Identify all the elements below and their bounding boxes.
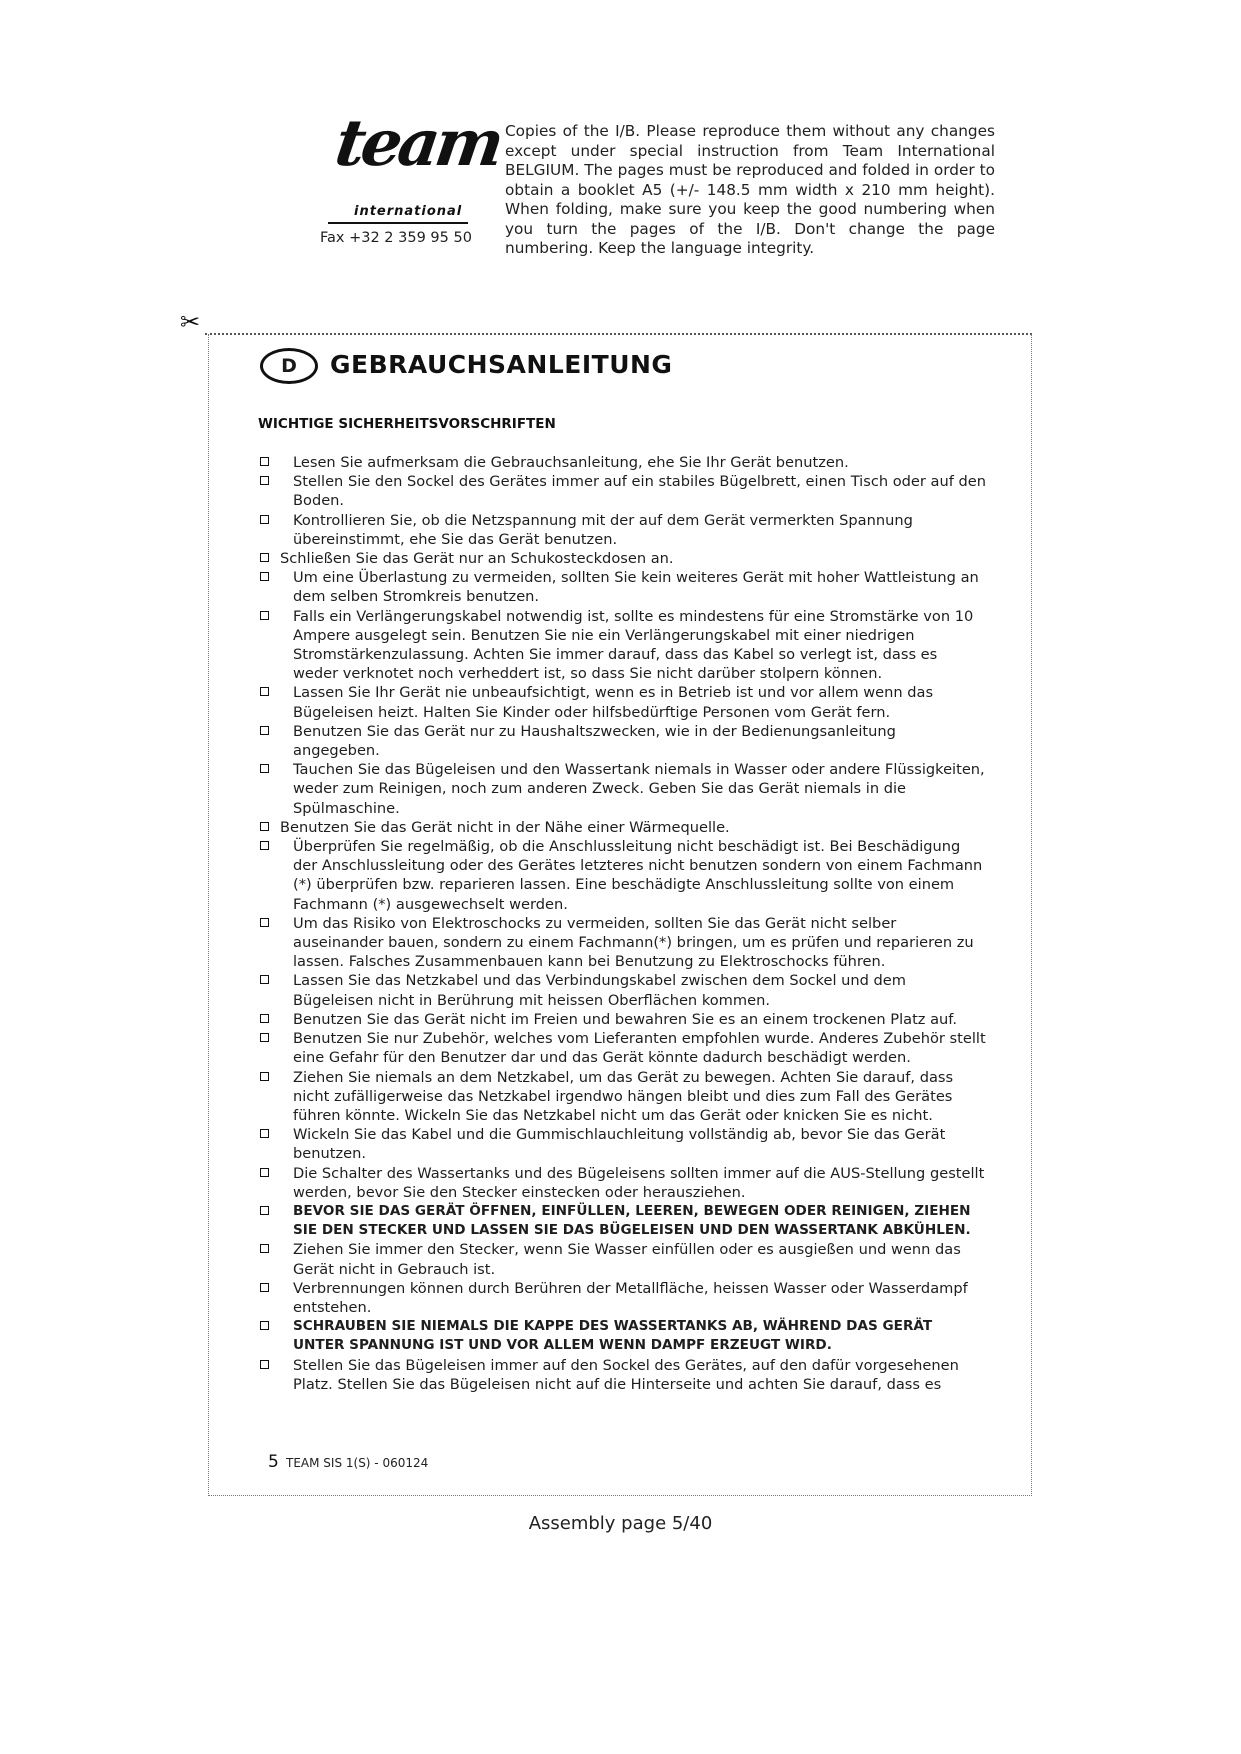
page-number: 5 xyxy=(268,1452,279,1472)
list-item xyxy=(258,1068,986,1126)
list-item-text: Kontrollieren Sie, ob die Netzspannung mit der auf dem Gerät vermerkten Spannung übereinstimmt, ehe Sie das Gerät benutzen. xyxy=(293,511,913,548)
checkbox-icon xyxy=(260,457,269,466)
list-item xyxy=(258,1356,986,1394)
list-item-text: Benutzen Sie das Gerät nur zu Haushaltszwecken, wie in der Bedienungsanleitung angegeben. xyxy=(293,722,896,760)
logo-subtitle: international xyxy=(354,204,463,219)
list-item xyxy=(258,1125,986,1163)
language-badge: D xyxy=(260,348,318,384)
list-item xyxy=(258,472,986,510)
checkbox-icon xyxy=(260,764,269,773)
list-item xyxy=(258,1317,986,1355)
checkbox-icon xyxy=(260,611,269,620)
list-item xyxy=(258,914,986,972)
list-item xyxy=(258,760,986,818)
list-item xyxy=(258,722,986,760)
list-item-text: Benutzen Sie das Gerät nicht in der Nähe einer Wärmequelle. xyxy=(280,818,730,836)
list-item xyxy=(258,549,986,568)
list-item-text: Die Schalter des Wassertanks und des Bügeleisens sollten immer auf die AUS-Stellung gestellt werden, bevor Sie den Stecker einstecken oder herausziehen. xyxy=(293,1164,985,1201)
list-item xyxy=(258,683,986,721)
model-code: TEAM SIS 1(S) - 060124 xyxy=(286,1456,429,1470)
fax-number: Fax +32 2 359 95 50 xyxy=(320,230,472,246)
checkbox-icon xyxy=(260,822,269,831)
checkbox-icon xyxy=(260,553,269,562)
list-item xyxy=(258,1029,986,1067)
scissors-icon: ✂ xyxy=(180,308,201,336)
list-item-text: Falls ein Verlängerungskabel notwendig ist, sollte es mindestens für eine Stromstärke von 10 Ampere ausgelegt sein. Benutzen Sie nie ein Verlängerungskabel mit einer niedrigen Stromstärkenzulassung. Achten Sie immer darauf, dass das Kabel so verlegt ist, dass es weder verknotet noch verheddert ist, so dass Sie nicht darüber stolpern können. xyxy=(293,607,974,683)
list-item-text: Benutzen Sie nur Zubehör, welches vom Lieferanten empfohlen wurde. Anderes Zubehör stellt eine Gefahr für den Benutzer dar und das Gerät könnte dadurch beschädigt werden. xyxy=(293,1030,986,1067)
checkbox-icon xyxy=(260,1168,269,1177)
list-item-text: Lesen Sie aufmerksam die Gebrauchsanleitung, ehe Sie Ihr Gerät benutzen. xyxy=(293,454,849,471)
logo-underline xyxy=(328,222,468,224)
list-item xyxy=(258,971,986,1009)
list-item-text: Benutzen Sie das Gerät nicht im Freien und bewahren Sie es an einem trockenen Platz auf. xyxy=(293,1010,957,1028)
list-item xyxy=(258,837,986,914)
list-item xyxy=(258,1164,986,1202)
list-item xyxy=(258,818,986,837)
checkbox-icon xyxy=(260,1283,269,1292)
team-logo xyxy=(318,106,505,224)
checkbox-icon xyxy=(260,1072,269,1081)
safety-list xyxy=(258,453,986,1394)
list-item xyxy=(258,1010,986,1029)
list-item xyxy=(258,453,986,472)
page-title: GEBRAUCHSANLEITUNG xyxy=(330,350,673,379)
checkbox-icon xyxy=(260,918,269,927)
list-item-text: Wickeln Sie das Kabel und die Gummischlauchleitung vollständig ab, bevor Sie das Gerät benutzen. xyxy=(293,1126,946,1163)
checkbox-icon xyxy=(260,1360,269,1369)
checkbox-icon xyxy=(260,726,269,735)
list-item xyxy=(258,511,986,549)
list-item xyxy=(258,568,986,606)
checkbox-icon xyxy=(260,687,269,696)
list-item-text: Stellen Sie das Bügeleisen immer auf den Sockel des Gerätes, auf den dafür vorgesehenen Platz. Stellen Sie das Bügeleisen nicht auf die Hinterseite und achten Sie darauf, dass es xyxy=(293,1356,959,1393)
list-item-text: Um das Risiko von Elektroschocks zu vermeiden, sollten Sie das Gerät nicht selber auseinander bauen, sondern zu einem Fachmann(*) bringen, um es prüfen und reparieren zu lassen. Falsches Zusammenbauen kann bei Benutzung zu Elektroschocks führen. xyxy=(293,914,974,971)
checkbox-icon xyxy=(260,476,269,485)
checkbox-icon xyxy=(260,572,269,581)
checkbox-icon xyxy=(260,1244,269,1253)
list-item-text: Ziehen Sie niemals an dem Netzkabel, um das Gerät zu bewegen. Achten Sie darauf, dass nicht zufälligerweise das Netzkabel irgendwo hängen bleibt und dies zum Fall des Gerätes führen könnte. Wickeln Sie das Netzkabel nicht um das Gerät oder knicken Sie es nicht. xyxy=(293,1068,954,1124)
section-heading: WICHTIGE SICHERHEITSVORSCHRIFTEN xyxy=(258,416,556,432)
list-item xyxy=(258,607,986,684)
list-item xyxy=(258,1279,986,1317)
assembly-page-label: Assembly page 5/40 xyxy=(528,1513,713,1534)
checkbox-icon xyxy=(260,1206,269,1215)
list-item-text: SCHRAUBEN SIE NIEMALS DIE KAPPE DES WASSERTANKS AB, WÄHREND DAS GERÄT UNTER SPANNUNG IST UND VOR ALLEM WENN DAMPF ERZEUGT WIRD. xyxy=(293,1318,933,1354)
checkbox-icon xyxy=(260,1033,269,1042)
list-item xyxy=(258,1240,986,1278)
list-item-text: Verbrennungen können durch Berühren der Metallfläche, heissen Wasser oder Wasserdampf entstehen. xyxy=(293,1279,968,1316)
list-item-text: Um eine Überlastung zu vermeiden, sollten Sie kein weiteres Gerät mit hoher Wattleistung an dem selben Stromkreis benutzen. xyxy=(293,569,979,606)
checkbox-icon xyxy=(260,515,269,524)
list-item-text: Ziehen Sie immer den Stecker, wenn Sie Wasser einfüllen oder es ausgießen und wenn das Gerät nicht in Gebrauch ist. xyxy=(293,1241,961,1278)
list-item-text: BEVOR SIE DAS GERÄT ÖFFNEN, EINFÜLLEN, LEEREN, BEWEGEN ODER REINIGEN, ZIEHEN SIE DEN STECKER UND LASSEN SIE DAS BÜGELEISEN UND DEN WASSERTANK ABKÜHLEN. xyxy=(293,1202,971,1239)
list-item-text: Schließen Sie das Gerät nur an Schukosteckdosen an. xyxy=(280,550,674,568)
checkbox-icon xyxy=(260,1129,269,1138)
logo-wordmark: team xyxy=(330,106,505,181)
list-item-text: Stellen Sie den Sockel des Gerätes immer auf ein stabiles Bügelbrett, einen Tisch oder auf den Boden. xyxy=(293,473,986,510)
checkbox-icon xyxy=(260,1014,269,1023)
checkbox-icon xyxy=(260,975,269,984)
list-item xyxy=(258,1202,986,1240)
reproduction-notice: Copies of the I/B. Please reproduce them without any changes except under special instruction from Team International BELGIUM. The pages must be reproduced and folded in order to obtain a booklet A5 (+/- 148.5 mm width x 210 mm height). When folding, make sure you keep the good numbering when you turn the pages of the I/B. Don't change the page numbering. Keep the language integrity. xyxy=(505,122,995,257)
list-item-text: Tauchen Sie das Bügeleisen und den Wassertank niemals in Wasser oder andere Flüssigkeiten, weder zum Reinigen, noch zum anderen Zweck. Geben Sie das Gerät niemals in die Spülmaschine. xyxy=(293,761,985,817)
checkbox-icon xyxy=(260,1321,269,1330)
list-item-text: Lassen Sie Ihr Gerät nie unbeaufsichtigt, wenn es in Betrieb ist und vor allem wenn das Bügeleisen heizt. Halten Sie Kinder oder hilfsbedürftige Personen vom Gerät fern. xyxy=(293,684,934,721)
checkbox-icon xyxy=(260,841,269,850)
list-item-text: Überprüfen Sie regelmäßig, ob die Anschlussleitung nicht beschädigt ist. Bei Beschädigung der Anschlussleitung oder des Gerätes letzteres nicht benutzen sondern von einem Fachmann (*) überprüfen bzw. reparieren lassen. Eine beschädigte Anschlussleitung sollte von einem Fachmann (*) ausgewechselt werden. xyxy=(293,838,983,913)
list-item-text: Lassen Sie das Netzkabel und das Verbindungskabel zwischen dem Sockel und dem Bügeleisen nicht in Berührung mit heissen Oberflächen kommen. xyxy=(293,972,907,1009)
